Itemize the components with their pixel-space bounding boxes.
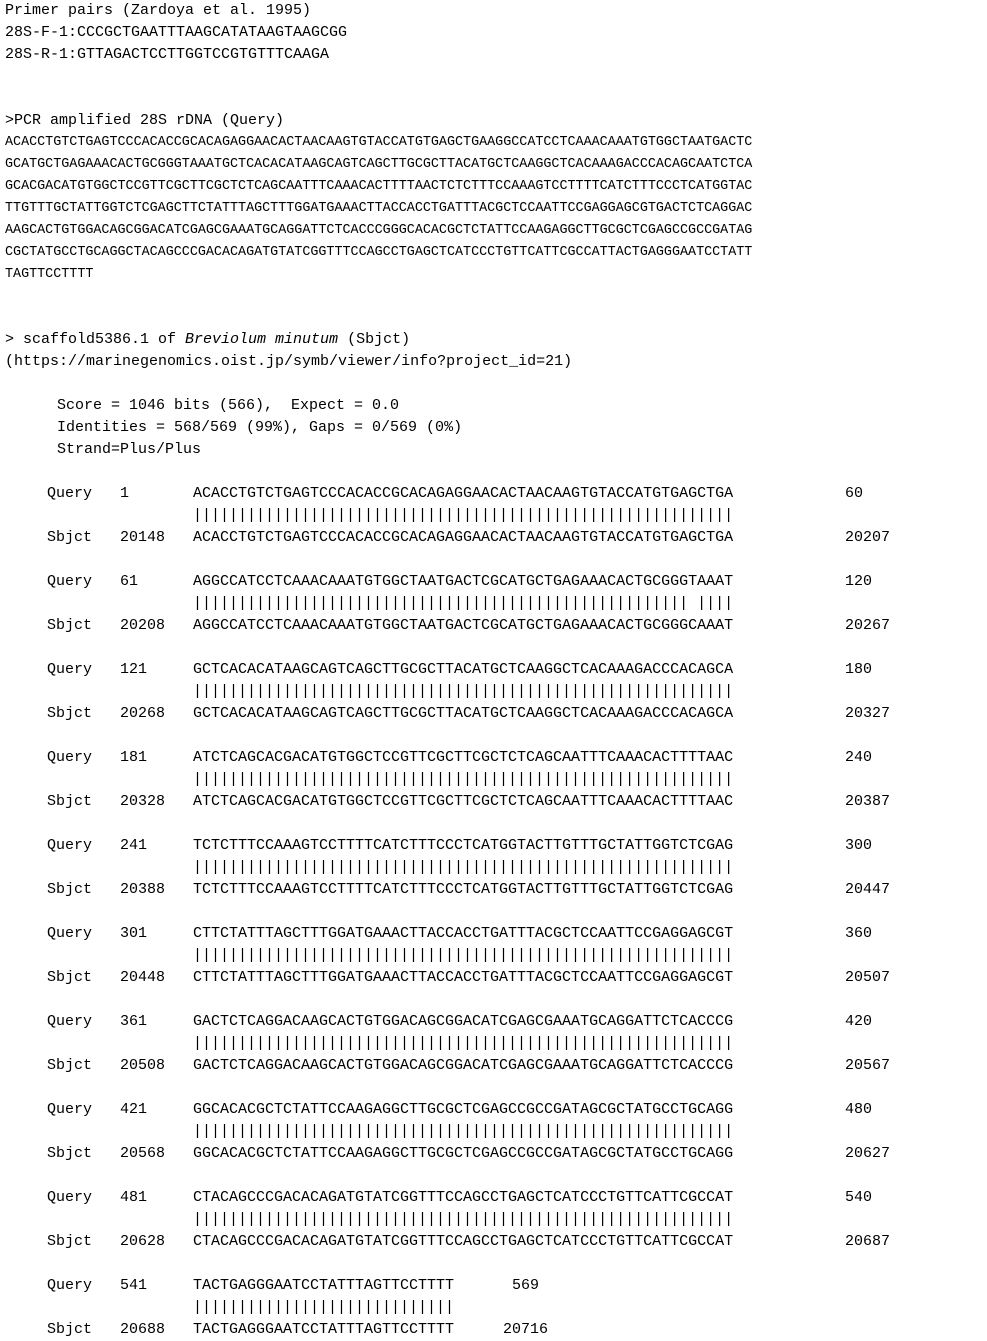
alignment-query-row-label: Query [47, 1013, 93, 1030]
query-fasta-line: AAGCACTGTGGACAGCGGACATCGAGCGAAATGCAGGATTCTCACCCGGGCACACGCTCTATTCCAAGAGGCTTGCGCTCGAGCCGCCGATAG [5, 223, 753, 238]
alignment-subject-row-sequence: CTTCTATTTAGCTTTGGATGAAACTTACCACCTGATTTACGCTCCAATTCCGAGGAGCGT [193, 969, 734, 986]
alignment-subject-row-sequence: TCTCTTTCCAAAGTCCTTTTCATCTTTCCCTCATGGTACTTGTTTGCTATTGGTCTCGAG [193, 881, 734, 898]
alignment-match-line: ||||||||||||||||||||||||||||| [193, 1299, 455, 1316]
alignment-subject-row [0, 1231, 987, 1253]
alignment-subject-row-label: Sbjct [47, 1233, 93, 1250]
alignment-match-line: |||||||||||||||||||||||||||||||||||||||||||||||||||||||||||| [193, 1123, 734, 1140]
alignment-subject-row-label: Sbjct [47, 881, 93, 898]
alignment-query-row-start: 181 [120, 749, 148, 766]
alignment-query-row-label: Query [47, 837, 93, 854]
alignment-subject-row-start: 20448 [120, 969, 166, 986]
query-fasta-header: >PCR amplified 28S rDNA (Query) [5, 112, 285, 129]
alignment-subject-row-start: 20628 [120, 1233, 166, 1250]
alignment-match-line: |||||||||||||||||||||||||||||||||||||||||||||||||||||||||||| [193, 771, 734, 788]
alignment-query-row [0, 1011, 987, 1033]
alignment-subject-row-sequence: TACTGAGGGAATCCTATTTAGTTCCTTTT [193, 1321, 455, 1338]
subject-suffix: (Sbjct) [338, 331, 411, 348]
alignment-query-row-sequence: ACACCTGTCTGAGTCCCACACCGCACAGAGGAACACTAACAAGTGTACCATGTGAGCTGA [193, 485, 734, 502]
alignment-query-row-end: 540 [845, 1189, 873, 1206]
primer-forward: 28S-F-1:CCCGCTGAATTTAAGCATATAAGTAAGCGG [5, 24, 348, 41]
alignment-subject-row-start: 20568 [120, 1145, 166, 1162]
alignment-query-row-start: 541 [120, 1277, 148, 1294]
alignment-subject-row-start: 20388 [120, 881, 166, 898]
alignment-subject-row-end: 20447 [845, 881, 891, 898]
alignment-query-row-label: Query [47, 749, 93, 766]
score-line: Score = 1046 bits (566), Expect = 0.0 [57, 397, 400, 414]
query-fasta-line: CGCTATGCCTGCAGGCTACAGCCCGACACAGATGTATCGGTTTCCAGCCTGAGCTCATCCCTGTTCATTCGCCATTACTGAGGGAATCCTATT [5, 245, 753, 260]
alignment-query-row-start: 421 [120, 1101, 148, 1118]
primer-reverse: 28S-R-1:GTTAGACTCCTTGGTCCGTGTTTCAAGA [5, 46, 330, 63]
alignment-subject-row [0, 1055, 987, 1077]
alignment-match-line: ||||||||||||||||||||||||||||||||||||||||||||||||||||||| |||| [193, 595, 734, 612]
alignment-subject-row-sequence: GGCACACGCTCTATTCCAAGAGGCTTGCGCTCGAGCCGCCGATAGCGCTATGCCTGCAGG [193, 1145, 734, 1162]
alignment-subject-row-sequence: AGGCCATCCTCAAACAAATGTGGCTAATGACTCGCATGCTGAGAAACACTGCGGGCAAAT [193, 617, 734, 634]
alignment-query-row-start: 61 [120, 573, 139, 590]
alignment-subject-row-start: 20208 [120, 617, 166, 634]
alignment-query-row-label: Query [47, 485, 93, 502]
alignment-subject-row-end: 20267 [845, 617, 891, 634]
alignment-query-row-label: Query [47, 1277, 93, 1294]
alignment-query-row [0, 483, 987, 505]
alignment-subject-row [0, 527, 987, 549]
alignment-query-row-end: 120 [845, 573, 873, 590]
alignment-query-row-end: 360 [845, 925, 873, 942]
alignment-query-row [0, 1187, 987, 1209]
alignment-query-row-label: Query [47, 1189, 93, 1206]
strand-line: Strand=Plus/Plus [57, 441, 202, 458]
alignment-subject-row-start: 20508 [120, 1057, 166, 1074]
alignment-query-row-sequence: ATCTCAGCACGACATGTGGCTCCGTTCGCTTCGCTCTCAGCAATTTCAAACACTTTTAAC [193, 749, 734, 766]
alignment-subject-row [0, 615, 987, 637]
alignment-subject-row-label: Sbjct [47, 1145, 93, 1162]
identities-line: Identities = 568/569 (99%), Gaps = 0/569 (0%) [57, 419, 463, 436]
alignment-match-line: |||||||||||||||||||||||||||||||||||||||||||||||||||||||||||| [193, 947, 734, 964]
alignment-subject-row-end: 20716 [503, 1321, 549, 1338]
alignment-subject-row [0, 879, 987, 901]
alignment-subject-row-start: 20268 [120, 705, 166, 722]
primer-heading: Primer pairs (Zardoya et al. 1995) [5, 2, 312, 19]
alignment-query-row-sequence: GGCACACGCTCTATTCCAAGAGGCTTGCGCTCGAGCCGCCGATAGCGCTATGCCTGCAGG [193, 1101, 734, 1118]
subject-url: (https://marinegenomics.oist.jp/symb/viewer/info?project_id=21) [5, 353, 573, 370]
alignment-subject-row-start: 20688 [120, 1321, 166, 1338]
alignment-subject-row-sequence: ATCTCAGCACGACATGTGGCTCCGTTCGCTTCGCTCTCAGCAATTTCAAACACTTTTAAC [193, 793, 734, 810]
alignment-query-row [0, 747, 987, 769]
alignment-match-line: |||||||||||||||||||||||||||||||||||||||||||||||||||||||||||| [193, 1211, 734, 1228]
alignment-subject-row-sequence: GACTCTCAGGACAAGCACTGTGGACAGCGGACATCGAGCGAAATGCAGGATTCTCACCCG [193, 1057, 734, 1074]
alignment-query-row-end: 180 [845, 661, 873, 678]
query-fasta-line: TTGTTTGCTATTGGTCTCGAGCTTCTATTTAGCTTTGGATGAAACTTACCACCTGATTTACGCTCCAATTCCGAGGAGCGTGACTCTCAGGAC [5, 201, 753, 216]
alignment-subject-row [0, 703, 987, 725]
query-fasta-line: ACACCTGTCTGAGTCCCACACCGCACAGAGGAACACTAACAAGTGTACCATGTGAGCTGAAGGCCATCCTCAAACAAATGTGGCTAATGACTC [5, 135, 753, 150]
alignment-subject-row-label: Sbjct [47, 705, 93, 722]
alignment-query-row-label: Query [47, 925, 93, 942]
alignment-query-row [0, 923, 987, 945]
alignment-query-row-start: 121 [120, 661, 148, 678]
alignment-match-line: |||||||||||||||||||||||||||||||||||||||||||||||||||||||||||| [193, 507, 734, 524]
alignment-query-row [0, 1099, 987, 1121]
alignment-query-row-sequence: TACTGAGGGAATCCTATTTAGTTCCTTTT [193, 1277, 455, 1294]
alignment-query-row-sequence: TCTCTTTCCAAAGTCCTTTTCATCTTTCCCTCATGGTACTTGTTTGCTATTGGTCTCGAG [193, 837, 734, 854]
alignment-subject-row-end: 20327 [845, 705, 891, 722]
alignment-subject-row [0, 1143, 987, 1165]
alignment-query-row-start: 1 [120, 485, 130, 502]
subject-prefix: > scaffold5386.1 of [5, 331, 186, 348]
alignment-query-row-start: 361 [120, 1013, 148, 1030]
alignment-query-row-end: 300 [845, 837, 873, 854]
alignment-subject-row-end: 20387 [845, 793, 891, 810]
alignment-subject-row-end: 20687 [845, 1233, 891, 1250]
alignment-match-line: |||||||||||||||||||||||||||||||||||||||||||||||||||||||||||| [193, 683, 734, 700]
alignment-query-row-sequence: CTACAGCCCGACACAGATGTATCGGTTTCCAGCCTGAGCTCATCCCTGTTCATTCGCCAT [193, 1189, 734, 1206]
alignment-subject-row [0, 791, 987, 813]
alignment-query-row-start: 241 [120, 837, 148, 854]
alignment-query-row-end: 60 [845, 485, 864, 502]
alignment-subject-row-label: Sbjct [47, 1321, 93, 1338]
subject-species: Breviolum minutum [185, 331, 339, 348]
alignment-query-row-start: 481 [120, 1189, 148, 1206]
alignment-subject-row-end: 20567 [845, 1057, 891, 1074]
alignment-subject-row-sequence: ACACCTGTCTGAGTCCCACACCGCACAGAGGAACACTAACAAGTGTACCATGTGAGCTGA [193, 529, 734, 546]
alignment-subject-row-label: Sbjct [47, 969, 93, 986]
alignment-query-row-label: Query [47, 573, 93, 590]
subject-header [5, 329, 410, 351]
alignment-query-row-end: 569 [512, 1277, 540, 1294]
alignment-query-row-label: Query [47, 1101, 93, 1118]
alignment-subject-row-sequence: GCTCACACATAAGCAGTCAGCTTGCGCTTACATGCTCAAGGCTCACAAAGACCCACAGCA [193, 705, 734, 722]
alignment-query-row-label: Query [47, 661, 93, 678]
alignment-subject-row [0, 967, 987, 989]
alignment-match-line: |||||||||||||||||||||||||||||||||||||||||||||||||||||||||||| [193, 859, 734, 876]
alignment-query-row [0, 1275, 987, 1297]
alignment-subject-row-end: 20627 [845, 1145, 891, 1162]
alignment-subject-row-end: 20207 [845, 529, 891, 546]
alignment-subject-row-label: Sbjct [47, 529, 93, 546]
query-fasta-line: GCACGACATGTGGCTCCGTTCGCTTCGCTCTCAGCAATTTCAAACACTTTTAACTCTCTTTCCAAAGTCCTTTTCATCTTTCCCTCATGGTAC [5, 179, 753, 194]
alignment-match-line: |||||||||||||||||||||||||||||||||||||||||||||||||||||||||||| [193, 1035, 734, 1052]
alignment-query-row [0, 659, 987, 681]
alignment-query-row-sequence: CTTCTATTTAGCTTTGGATGAAACTTACCACCTGATTTACGCTCCAATTCCGAGGAGCGT [193, 925, 734, 942]
alignment-subject-row-start: 20148 [120, 529, 166, 546]
alignment-subject-row-label: Sbjct [47, 793, 93, 810]
alignment-query-row-sequence: GACTCTCAGGACAAGCACTGTGGACAGCGGACATCGAGCGAAATGCAGGATTCTCACCCG [193, 1013, 734, 1030]
alignment-query-row-sequence: AGGCCATCCTCAAACAAATGTGGCTAATGACTCGCATGCTGAGAAACACTGCGGGTAAAT [193, 573, 734, 590]
alignment-subject-row-label: Sbjct [47, 1057, 93, 1074]
alignment-subject-row-sequence: CTACAGCCCGACACAGATGTATCGGTTTCCAGCCTGAGCTCATCCCTGTTCATTCGCCAT [193, 1233, 734, 1250]
alignment-subject-row-end: 20507 [845, 969, 891, 986]
alignment-query-row [0, 835, 987, 857]
alignment-query-row-end: 480 [845, 1101, 873, 1118]
alignment-subject-row-start: 20328 [120, 793, 166, 810]
alignment-query-row-end: 240 [845, 749, 873, 766]
alignment-query-row-sequence: GCTCACACATAAGCAGTCAGCTTGCGCTTACATGCTCAAGGCTCACAAAGACCCACAGCA [193, 661, 734, 678]
alignment-query-row-end: 420 [845, 1013, 873, 1030]
query-fasta-line: TAGTTCCTTTT [5, 267, 94, 282]
alignment-subject-row [0, 1319, 987, 1341]
query-fasta-line: GCATGCTGAGAAACACTGCGGGTAAATGCTCACACATAAGCAGTCAGCTTGCGCTTACATGCTCAAGGCTCACAAAGACCCACAGCAATCTCA [5, 157, 753, 172]
alignment-query-row [0, 571, 987, 593]
alignment-query-row-start: 301 [120, 925, 148, 942]
alignment-subject-row-label: Sbjct [47, 617, 93, 634]
